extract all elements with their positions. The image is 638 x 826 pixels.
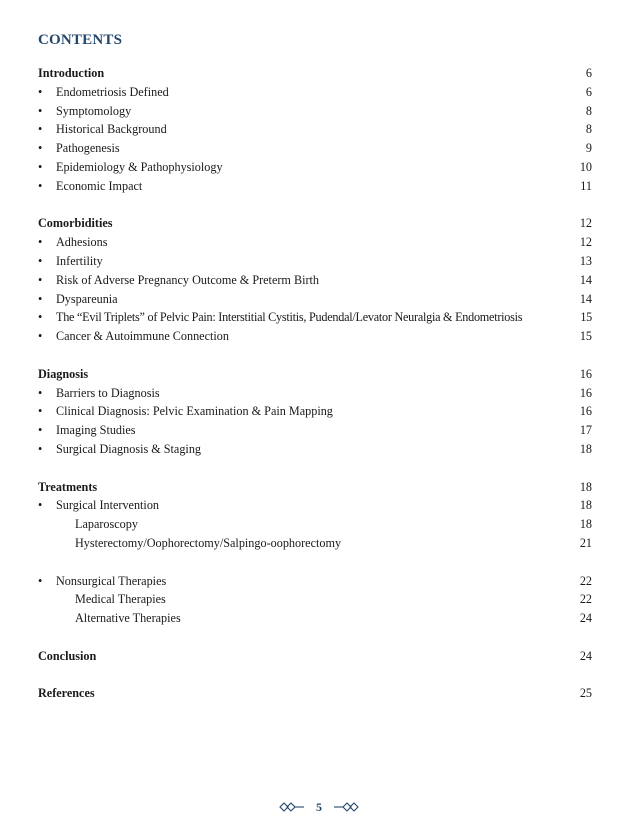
toc-item-label: Economic Impact (56, 178, 143, 193)
toc-page-number: 8 (585, 103, 592, 118)
toc-subitem-label: Medical Therapies (75, 592, 166, 607)
section-spacer (38, 628, 592, 647)
toc-item-label: Clinical Diagnosis: Pelvic Examination & Pain Mapping (56, 404, 333, 419)
bullet-icon: • (38, 385, 43, 400)
toc-page-number: 8 (585, 122, 592, 137)
toc-page-number: 16 (579, 366, 592, 381)
toc-item[interactable] (38, 158, 592, 177)
toc-item[interactable] (38, 83, 592, 102)
toc-item[interactable] (38, 308, 592, 327)
toc-page-number: 17 (579, 423, 592, 438)
toc-page-number: 15 (580, 310, 592, 325)
double-chevron-ornament-icon (333, 802, 359, 812)
toc-item[interactable] (38, 421, 592, 440)
page-number: 5 (316, 799, 322, 814)
toc-page-number: 18 (579, 498, 592, 513)
bullet-icon: • (38, 103, 43, 118)
toc-page-number: 22 (579, 573, 592, 588)
toc-page-number: 18 (579, 441, 592, 456)
toc-page-number: 9 (585, 141, 592, 156)
toc-item[interactable] (38, 271, 592, 290)
toc-item[interactable] (38, 384, 592, 403)
toc-subitem[interactable] (38, 515, 592, 534)
bullet-icon: • (38, 423, 43, 438)
bullet-icon: • (38, 253, 43, 268)
toc-item[interactable] (38, 139, 592, 158)
toc-heading-diagnosis[interactable] (38, 365, 592, 384)
toc-page-number: 25 (579, 686, 592, 701)
toc-item[interactable] (38, 327, 592, 346)
bullet-icon: • (38, 573, 43, 588)
toc-page-number: 16 (579, 404, 592, 419)
page-title: CONTENTS (38, 32, 123, 48)
toc-page-number: 10 (579, 159, 592, 174)
toc-page-number: 13 (579, 253, 592, 268)
toc-subitem-label: Alternative Therapies (75, 611, 181, 626)
toc-subitem-label: Hysterectomy/Oophorectomy/Salpingo-oophorectomy (75, 535, 342, 550)
toc-item-label: Dyspareunia (56, 291, 118, 306)
toc-heading-label: Introduction (38, 66, 105, 80)
bullet-icon: • (38, 235, 43, 250)
bullet-icon: • (38, 122, 43, 137)
toc-item[interactable] (38, 290, 592, 309)
section-spacer (38, 196, 592, 215)
toc-item-label: Surgical Intervention (56, 498, 160, 513)
toc-item-label: The “Evil Triplets” of Pelvic Pain: Interstitial Cystitis, Pudendal/Levator Neuralgia & Endometriosis (56, 310, 523, 325)
toc-item[interactable] (38, 572, 592, 591)
toc-heading-label: References (38, 686, 95, 701)
bullet-icon: • (38, 441, 43, 456)
toc-item[interactable] (38, 252, 592, 271)
toc-heading-comorbidities[interactable] (38, 214, 592, 233)
toc-item-label: Surgical Diagnosis & Staging (56, 441, 202, 456)
toc-item-label: Nonsurgical Therapies (56, 573, 167, 588)
toc-page-number: 12 (579, 216, 592, 231)
toc-subitem[interactable] (38, 590, 592, 609)
toc-item-label: Imaging Studies (56, 423, 136, 438)
toc-page-number: 14 (579, 291, 592, 306)
double-chevron-ornament-icon (279, 802, 305, 812)
toc-page-number: 12 (579, 235, 592, 250)
toc-subitem-label: Laparoscopy (75, 517, 138, 532)
toc-item[interactable] (38, 102, 592, 121)
toc-item-label: Risk of Adverse Pregnancy Outcome & Preterm Birth (56, 272, 319, 287)
bullet-icon: • (38, 310, 43, 325)
page-footer (0, 799, 638, 817)
table-of-contents (38, 64, 592, 703)
toc-item[interactable] (38, 233, 592, 252)
toc-item[interactable] (38, 440, 592, 459)
toc-page-number: 14 (579, 272, 592, 287)
toc-page-number: 21 (579, 535, 592, 550)
toc-page-number: 6 (585, 84, 592, 99)
toc-item-label: Adhesions (56, 235, 108, 250)
toc-item[interactable] (38, 177, 592, 196)
toc-item-label: Infertility (56, 253, 103, 268)
bullet-icon: • (38, 498, 43, 513)
toc-subitem[interactable] (38, 534, 592, 553)
toc-heading-label: Conclusion (38, 648, 97, 663)
section-spacer (38, 459, 592, 478)
toc-page-number: 24 (579, 648, 592, 663)
toc-heading-references[interactable] (38, 684, 592, 703)
toc-page-number: 11 (580, 178, 592, 193)
toc-page-number: 15 (579, 329, 592, 344)
toc-item-label: Endometriosis Defined (56, 84, 169, 99)
bullet-icon: • (38, 329, 43, 344)
toc-item[interactable] (38, 496, 592, 515)
toc-heading-label: Treatments (38, 479, 98, 494)
toc-subitem[interactable] (38, 609, 592, 628)
section-spacer (38, 346, 592, 365)
toc-heading-label: Comorbidities (38, 216, 113, 231)
bullet-icon: • (38, 404, 43, 419)
toc-heading-label: Diagnosis (38, 366, 89, 381)
toc-page-number: 22 (579, 592, 592, 607)
toc-page-number: 16 (579, 385, 592, 400)
toc-heading-conclusion[interactable] (38, 647, 592, 666)
toc-heading-treatments[interactable] (38, 478, 592, 497)
toc-page-number: 18 (579, 479, 592, 494)
toc-heading-introduction[interactable] (38, 64, 592, 83)
bullet-icon: • (38, 159, 43, 174)
bullet-icon: • (38, 178, 43, 193)
toc-item-label: Cancer & Autoimmune Connection (56, 329, 229, 344)
section-spacer (38, 553, 592, 572)
bullet-icon: • (38, 84, 43, 99)
toc-page-number: 24 (579, 611, 592, 626)
toc-item[interactable] (38, 120, 592, 139)
bullet-icon: • (38, 291, 43, 306)
bullet-icon: • (38, 141, 43, 156)
toc-page-number: 6 (585, 66, 592, 80)
toc-item-label: Epidemiology & Pathophysiology (56, 159, 223, 174)
toc-item[interactable] (38, 402, 592, 421)
toc-item-label: Pathogenesis (56, 141, 120, 156)
toc-item-label: Barriers to Diagnosis (56, 385, 160, 400)
toc-page-number: 18 (579, 517, 592, 532)
section-spacer (38, 666, 592, 685)
bullet-icon: • (38, 272, 43, 287)
toc-item-label: Historical Background (56, 122, 167, 137)
toc-item-label: Symptomology (56, 103, 132, 118)
